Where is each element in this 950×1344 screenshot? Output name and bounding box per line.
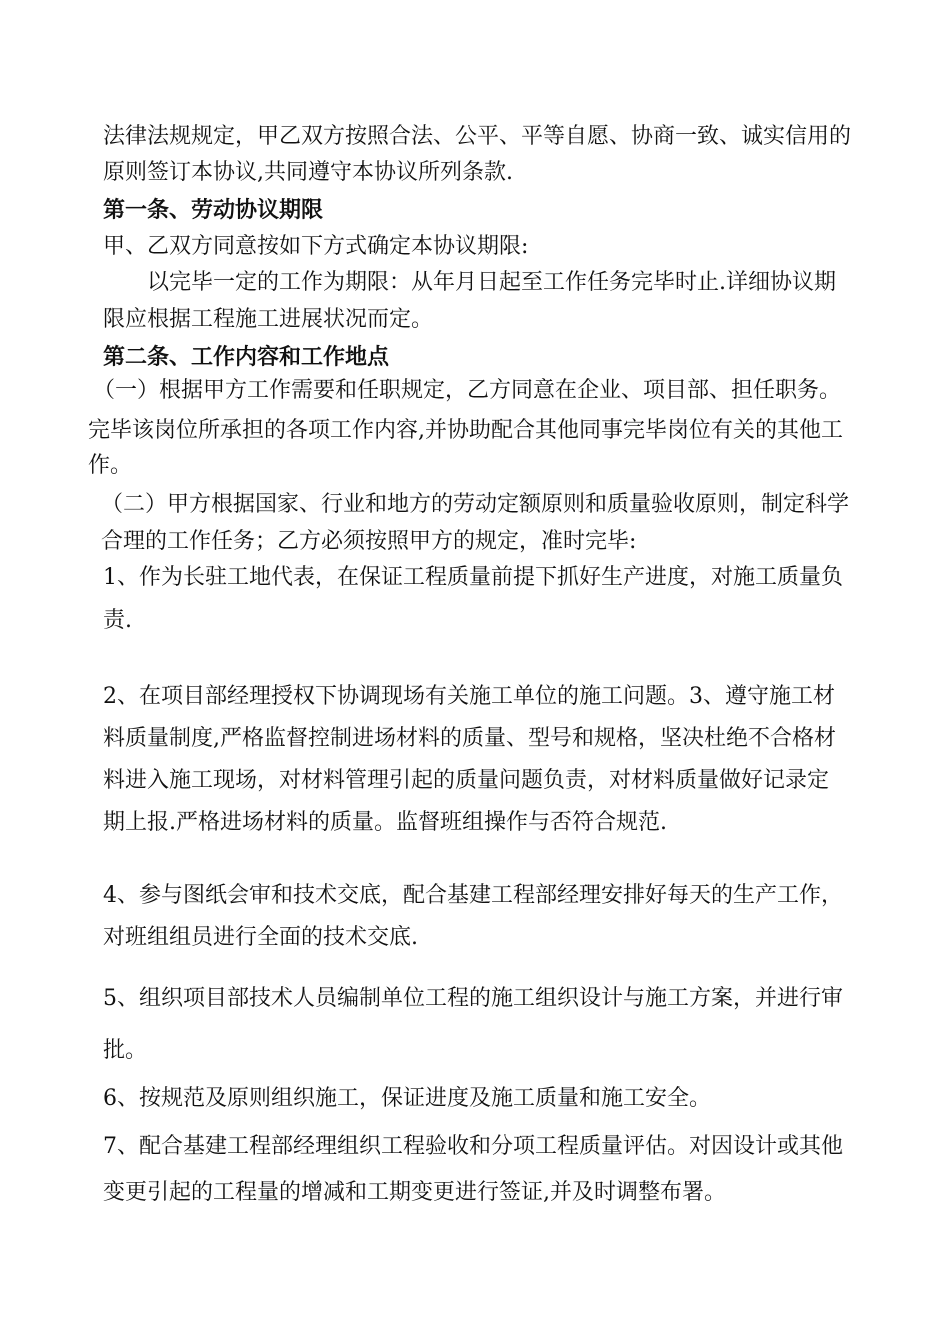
text-line: 原则签订本协议,共同遵守本协议所列条款. [103,160,513,185]
text-line: 变更引起的工程量的增减和工期变更进行签证,并及时调整布署。 [103,1180,726,1205]
text-line: 料质量制度,严格监督控制进场材料的质量、型号和规格，坚决杜绝不合格材 [103,726,836,751]
text-line: 合理的工作任务；乙方必须按照甲方的规定，准时完毕: [101,529,637,554]
text-line: 6、按规范及原则组织施工，保证进度及施工质量和施工安全。 [103,1086,711,1111]
section-heading: 第二条、工作内容和工作地点 [103,344,390,370]
text-line: 批。 [103,1038,148,1063]
text-line: 期上报.严格进场材料的质量。监督班组操作与否符合规范. [103,810,667,835]
text-line: 甲、乙双方同意按如下方式确定本协议期限: [103,234,529,259]
text-line: 限应根据工程施工进展状况而定。 [103,307,434,332]
text-line: 完毕该岗位所承担的各项工作内容,并协助配合其他同事完毕岗位有关的其他工 [88,418,843,443]
text-line: 料进入施工现场，对材料管理引起的质量问题负责，对材料质量做好记录定 [103,768,830,793]
text-line: 法律法规规定，甲乙双方按照合法、公平、平等自愿、协商一致、诚实信用的 [103,124,852,149]
text-line: （一）根据甲方工作需要和任职规定，乙方同意在企业、项目部、担任职务。 [93,378,842,403]
text-line: 2、在项目部经理授权下协调现场有关施工单位的施工问题。3、遵守施工材 [103,684,835,709]
text-line: 5、组织项目部技术人员编制单位工程的施工组织设计与施工方案，并进行审 [103,986,843,1011]
section-heading: 第一条、劳动协议期限 [103,197,324,223]
text-line: 以完毕一定的工作为期限：从年月日起至工作任务完毕时止.详细协议期 [147,270,836,295]
text-line: 对班组组员进行全面的技术交底. [103,925,418,950]
text-line: 7、配合基建工程部经理组织工程验收和分项工程质量评估。对因设计或其他 [103,1134,843,1159]
text-line: 作。 [88,453,133,478]
text-line: 4、参与图纸会审和技术交底，配合基建工程部经理安排好每天的生产工作， [103,883,843,908]
text-line: 责. [103,608,132,633]
text-line: （二）甲方根据国家、行业和地方的劳动定额原则和质量验收原则，制定科学 [101,492,850,517]
text-line: 1、作为长驻工地代表，在保证工程质量前提下抓好生产进度，对施工质量负 [103,565,843,590]
